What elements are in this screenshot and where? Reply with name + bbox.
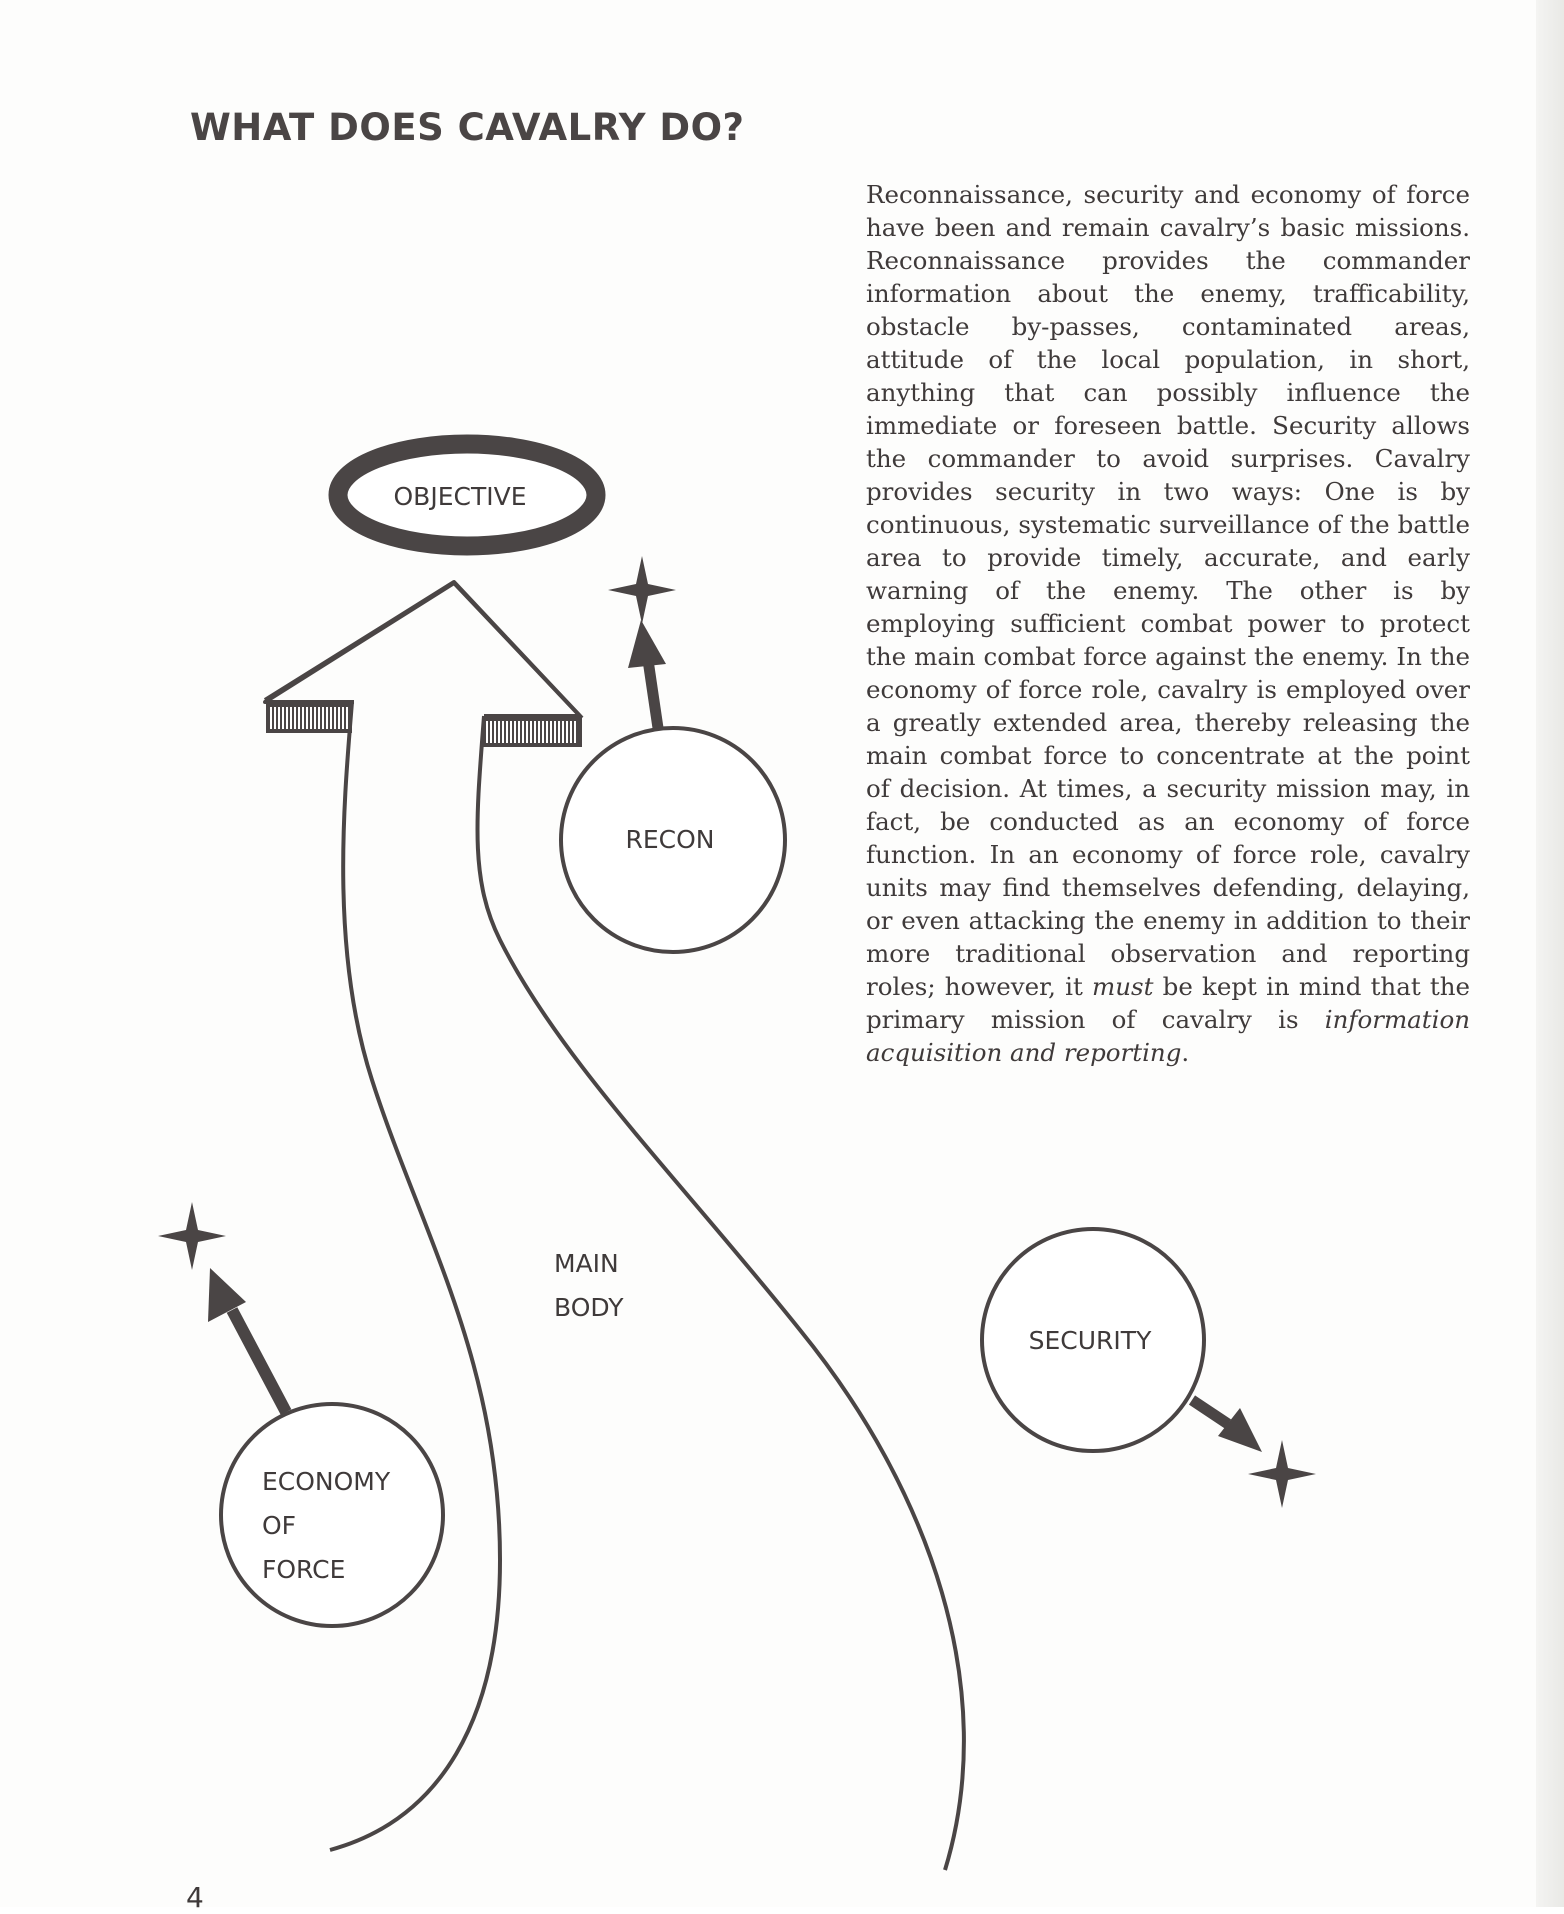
economy-label-line2: OF (262, 1511, 297, 1540)
objective-marker (338, 444, 596, 546)
economy-enemy-star-icon (158, 1202, 226, 1270)
body-text-end: . (1181, 1038, 1190, 1067)
recon-label: RECON (625, 825, 715, 854)
objective-label: OBJECTIVE (393, 482, 527, 511)
body-text-middle: be kept in mind that the primary mission of cavalry is (866, 972, 1470, 1034)
economy-label-line3: FORCE (262, 1555, 346, 1584)
body-text-start: Reconnaissance, security and economy of force have been and remain cavalry’s basic missions. Reconnaissance provides the commander information about the enemy, trafficability, obstacle by-passes, contaminated areas, attitude of the local population, in short, anything that can possibly influence the immediate or foreseen battle. Security allows the commander to avoid surprises. Cavalry provides security in two ways: One is by continuous, systematic surveillance of the battle area to provide timely, accurate, and early warning of the enemy. The other is by employing sufficient combat power to protect the main combat force against the enemy. In the economy of force role, cavalry is employed over a greatly extended area, thereby releasing the main combat force to concentrate at the point of decision. At times, a security mission may, in fact, be conducted as an economy of force function. In an economy of force role, cavalry units may find themselves defending, delaying, or even attacking the enemy in addition to their more traditional observation and reporting roles; however, it (866, 180, 1470, 1001)
economy-of-force-marker (208, 1268, 443, 1626)
emphasis-must: must (1092, 972, 1154, 1001)
main-body-label-line2: BODY (554, 1293, 624, 1322)
security-marker (982, 1229, 1262, 1452)
economy-label-line1: ECONOMY (262, 1467, 391, 1496)
recon-enemy-star-icon (608, 556, 676, 624)
page-heading: WHAT DOES CAVALRY DO? (190, 106, 745, 149)
left-shoulder-hatch (268, 705, 350, 731)
right-shoulder-hatch (484, 719, 580, 745)
emphasis-information-acquisition: information acquisition and reporting (866, 1005, 1470, 1067)
security-label: SECURITY (1028, 1326, 1152, 1355)
main-body-label-line1: MAIN (554, 1249, 619, 1278)
recon-marker (561, 620, 785, 952)
page-number: 4 (186, 1881, 204, 1914)
